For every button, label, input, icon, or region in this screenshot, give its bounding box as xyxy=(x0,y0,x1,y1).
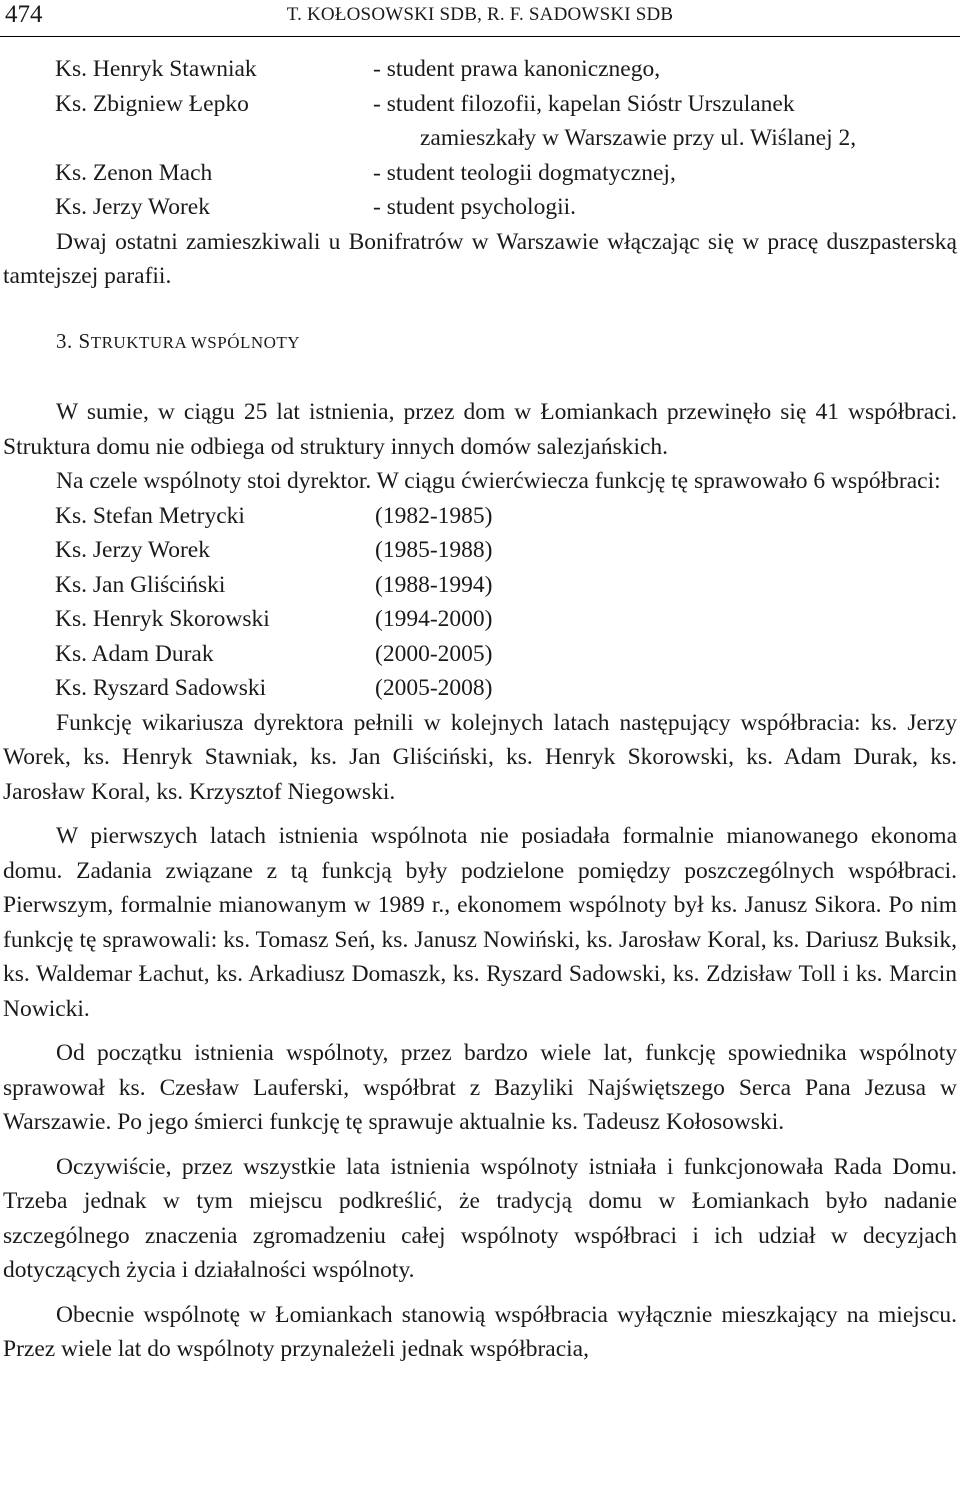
director-years: (1982-1985) xyxy=(375,502,493,529)
directors-list xyxy=(3,499,957,706)
student-name: Ks. Zbigniew Łepko xyxy=(55,90,249,117)
student-name: Ks. Henryk Stawniak xyxy=(55,56,257,82)
paragraph-gap xyxy=(3,1140,957,1150)
student-role: - student prawa kanonicznego, xyxy=(373,56,661,82)
director-row xyxy=(3,499,957,534)
paragraph-gap xyxy=(3,809,957,819)
student-name: Ks. Zenon Mach xyxy=(55,159,213,186)
running-title: T. KOŁOSOWSKI SDB, R. F. SADOWSKI SDB xyxy=(286,4,674,25)
director-name: Ks. Jerzy Worek xyxy=(55,537,210,563)
section-title xyxy=(79,329,301,353)
page-number: 474 xyxy=(5,1,43,28)
paragraph-gap xyxy=(3,1288,957,1298)
paragraph-spowiednik: Od początku istnienia wspólnoty, przez bardzo wiele lat, funkcję spowiednika wspólnoty sprawował ks. Czesław Lauferski, współbrat z Bazyliki Najświętszego Serca Pana Jezusa w Warszawie. Po jego śmierci funkcję tę sprawuje aktualnie ks. Tadeusz Kołosowski. xyxy=(3,1040,957,1135)
director-years: (1985-1988) xyxy=(375,537,493,563)
director-row xyxy=(3,602,957,637)
paragraph-gap xyxy=(3,1026,957,1036)
director-row xyxy=(3,637,957,672)
student-role: - student teologii dogmatycznej, xyxy=(373,159,676,186)
director-name: Ks. Henryk Skorowski xyxy=(55,606,270,632)
paragraph-obecnie: Obecnie wspólnotę w Łomiankach stanowią współbracia wyłącznie mieszkający na miejscu. Przez wiele lat do wspólnoty przynależeli jednak współbracia, xyxy=(3,1301,957,1362)
director-row xyxy=(3,533,957,568)
director-name: Ks. Adam Durak xyxy=(55,640,214,667)
students-list xyxy=(3,52,957,225)
section-title-rest: TRUKTURA WSPÓLNOTY xyxy=(90,332,301,352)
director-row xyxy=(3,568,957,603)
section-heading xyxy=(3,324,957,361)
director-years: (2005-2008) xyxy=(375,675,493,701)
student-name: Ks. Jerzy Worek xyxy=(55,194,210,220)
paragraph-dyrektor: Na czele wspólnoty stoi dyrektor. W ciągu ćwierćwiecza funkcję tę sprawowało 6 współbraci: xyxy=(56,468,941,494)
student-role: - student filozofii, kapelan Sióstr Urszulanek xyxy=(373,90,795,117)
director-name: Ks. Jan Gliściński xyxy=(55,571,226,598)
student-row xyxy=(3,190,957,225)
section-number: 3. xyxy=(56,328,73,353)
director-years: (1994-2000) xyxy=(375,606,493,632)
paragraph-wikariusz: Funkcję wikariusza dyrektora pełnili w kolejnych latach następujący współbracia: ks. Jerzy Worek, ks. Henryk Stawniak, ks. Jan Gliściński, ks. Henryk Skorowski, ks. Adam Durak, ks. Jarosław Koral, ks. Krzysztof Niegowski. xyxy=(3,709,957,805)
paragraph-sumie: W sumie, w ciągu 25 lat istnienia, przez dom w Łomiankach przewinęło się 41 współbraci. Struktura domu nie odbiega od struktury innych domów salezjańskich. xyxy=(3,399,957,460)
director-name: Ks. Stefan Metrycki xyxy=(55,502,245,529)
student-role: - student psychologii. xyxy=(373,194,576,220)
page-header xyxy=(0,0,960,37)
director-years: (2000-2005) xyxy=(375,640,493,667)
student-role-continuation: zamieszkały w Warszawie przy ul. Wiślanej 2, xyxy=(420,125,857,151)
section-title-initial: S xyxy=(78,328,91,353)
paragraph-ekonom: W pierwszych latach istnienia wspólnota nie posiadała formalnie mianowanego ekonoma domu. Zadania związane z tą funkcją były podzielone pomiędzy poszczególnych współbraci. Pierwszym, formalnie mianowanym w 1989 r., ekonomem wspólnoty był ks. Janusz Sikora. Po nim funkcję tę sprawowali: ks. Tomasz Seń, ks. Janusz Nowiński, ks. Jarosław Koral, ks. Dariusz Buksik, ks. Waldemar Łachut, ks. Arkadiusz Domaszk, ks. Ryszard Sadowski, ks. Zdzisław Toll i ks. Marcin Nowicki. xyxy=(3,823,957,1022)
director-name: Ks. Ryszard Sadowski xyxy=(55,675,267,701)
student-row xyxy=(3,52,957,87)
page-body xyxy=(3,52,957,1367)
student-row xyxy=(3,156,957,191)
student-row xyxy=(3,87,957,122)
director-row xyxy=(3,671,957,706)
paragraph-rada: Oczywiście, przez wszystkie lata istnienia wspólnoty istniała i funkcjonowała Rada Domu. Trzeba jednak w tym miejscu podkreślić, że tradycją domu w Łomiankach było nadanie szczególnego znaczenia zgromadzeniu całej wspólnoty współbraci i ich udział w decyzjach dotyczących życia i działalności wspólnoty. xyxy=(3,1153,957,1283)
director-years: (1988-1994) xyxy=(375,571,493,598)
paragraph-bonifratrzy: Dwaj ostatni zamieszkiwali u Bonifratrów w Warszawie włączając się w pracę duszpasterską tamtejszej parafii. xyxy=(3,228,957,289)
